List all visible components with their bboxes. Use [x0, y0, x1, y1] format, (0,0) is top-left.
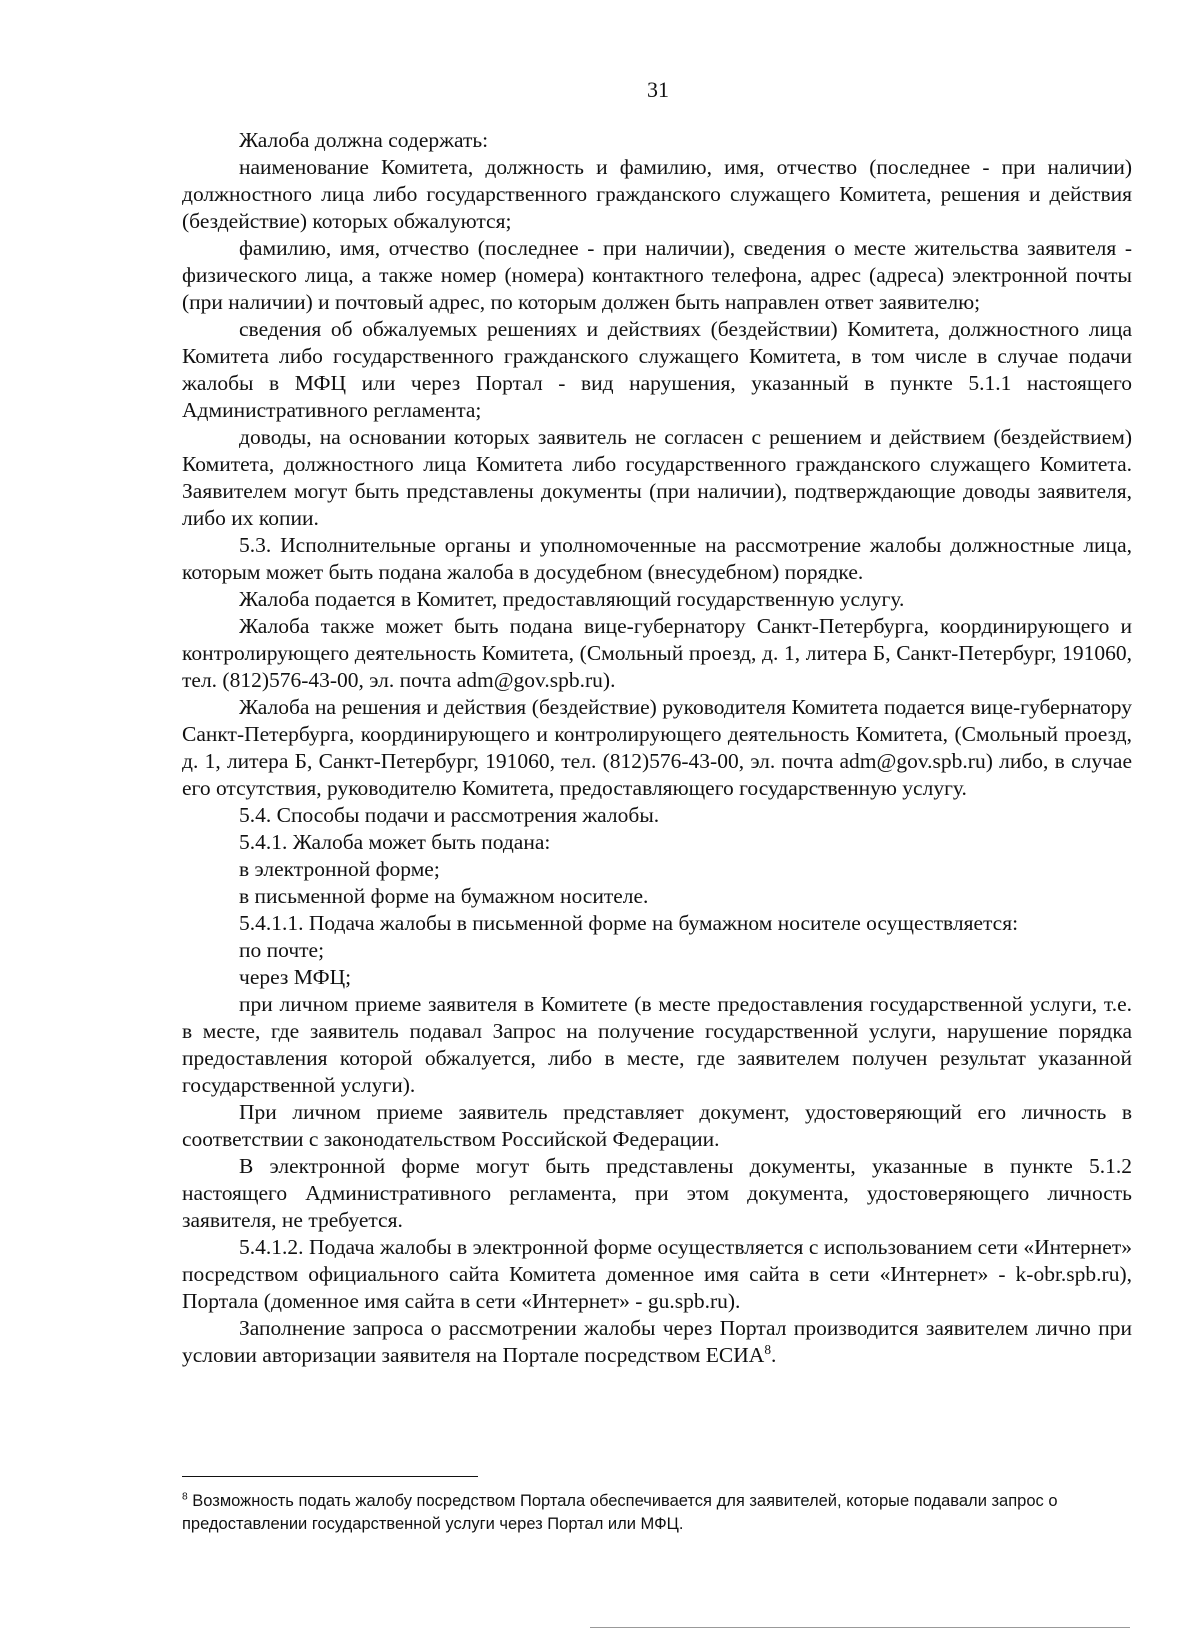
paragraph: 5.4.1.2. Подача жалобы в электронной форме осуществляется с использованием сети «Интернет» посредством официального сайта Комитета доменное имя сайта в сети «Интернет» - k-obr.spb.ru), Портала (доменное имя сайта в сети «Интернет» - gu.spb.ru).	[182, 1235, 1132, 1313]
page-number: 31	[647, 77, 669, 102]
paragraph-end: .	[770, 1343, 777, 1367]
paragraph: Жалоба также может быть подана вице-губернатору Санкт-Петербурга, координирующего и контролирующего деятельность Комитета, (Смольный проезд, д. 1, литера Б, Санкт-Петербург, 191060, тел. (812)576-43-00, эл. почта adm@gov.spb.ru).	[182, 614, 1132, 692]
paragraph: 5.4.1. Жалоба может быть подана:	[239, 830, 551, 854]
footnote	[182, 1490, 1102, 1535]
paragraph: в письменной форме на бумажном носителе.	[239, 884, 649, 908]
paragraph-text: Заполнение запроса о рассмотрении жалобы через Портал производится заявителем лично при условии авторизации заявителя на Портале посредством ЕСИА	[182, 1316, 1132, 1367]
paragraph: Жалоба подается в Комитет, предоставляющий государственную услугу.	[239, 587, 905, 611]
paragraph: При личном приеме заявитель представляет документ, удостоверяющий его личность в соответствии с законодательством Российской Федерации.	[182, 1100, 1132, 1151]
footnote-marker: 8	[182, 1491, 188, 1503]
paragraph: Жалоба должна содержать:	[239, 128, 489, 152]
footnote-reference[interactable]: 8	[764, 1341, 771, 1357]
paragraph: 5.4. Способы подачи и рассмотрения жалобы.	[239, 803, 660, 827]
footnote-text: Возможность подать жалобу посредством Портала обеспечивается для заявителей, которые подавали запрос о предоставлении государственной услуги через Портал или МФЦ.	[182, 1492, 1058, 1533]
footnote-separator	[182, 1476, 478, 1477]
paragraph: Жалоба на решения и действия (бездействие) руководителя Комитета подается вице-губернатору Санкт-Петербурга, координирующего и контролирующего деятельность Комитета, (Смольный проезд, д. 1, литера Б, Санкт-Петербург, 191060, тел. (812)576-43-00, эл. почта adm@gov.spb.ru) либо, в случае его отсутствия, руководителю Комитета, предоставляющего государственную услугу.	[182, 695, 1132, 800]
paragraph: В электронной форме могут быть представлены документы, указанные в пункте 5.1.2 настоящего Административного регламента, при этом документа, удостоверяющего личность заявителя, не требуется.	[182, 1154, 1132, 1232]
paragraph: 5.3. Исполнительные органы и уполномоченные на рассмотрение жалобы должностные лица, которым может быть подана жалоба в досудебном (внесудебном) порядке.	[182, 533, 1132, 584]
scan-edge-line	[590, 1627, 1130, 1628]
paragraph: в электронной форме;	[239, 857, 440, 881]
paragraph: при личном приеме заявителя в Комитете (в месте предоставления государственной услуги, т.е. в месте, где заявитель подавал Запрос на получение государственной услуги, нарушение порядка предоставления которой обжалуется, либо в месте, где заявителем получен результат указанной государственной услуги).	[182, 992, 1132, 1097]
paragraph-last	[182, 1315, 1132, 1369]
paragraph: по почте;	[239, 938, 325, 962]
paragraph: фамилию, имя, отчество (последнее - при наличии), сведения о месте жительства заявителя - физического лица, а также номер (номера) контактного телефона, адрес (адреса) электронной почты (при наличии) и почтовый адрес, по которым должен быть направлен ответ заявителю;	[182, 236, 1132, 314]
paragraph: 5.4.1.1. Подача жалобы в письменной форме на бумажном носителе осуществляется:	[239, 911, 1019, 935]
paragraph: сведения об обжалуемых решениях и действиях (бездействии) Комитета, должностного лица Комитета либо государственного гражданского служащего Комитета, в том числе в случае подачи жалобы в МФЦ или через Портал - вид нарушения, указанный в пункте 5.1.1 настоящего Административного регламента;	[182, 317, 1132, 422]
document-body	[182, 127, 1132, 1369]
paragraph: через МФЦ;	[239, 965, 352, 989]
paragraph: наименование Комитета, должность и фамилию, имя, отчество (последнее - при наличии) должностного лица либо государственного гражданского служащего Комитета, решения и действия (бездействие) которых обжалуются;	[182, 155, 1132, 233]
paragraph: доводы, на основании которых заявитель не согласен с решением и действием (бездействием) Комитета, должностного лица Комитета либо государственного гражданского служащего Комитета. Заявителем могут быть представлены документы (при наличии), подтверждающие доводы заявителя, либо их копии.	[182, 425, 1132, 530]
